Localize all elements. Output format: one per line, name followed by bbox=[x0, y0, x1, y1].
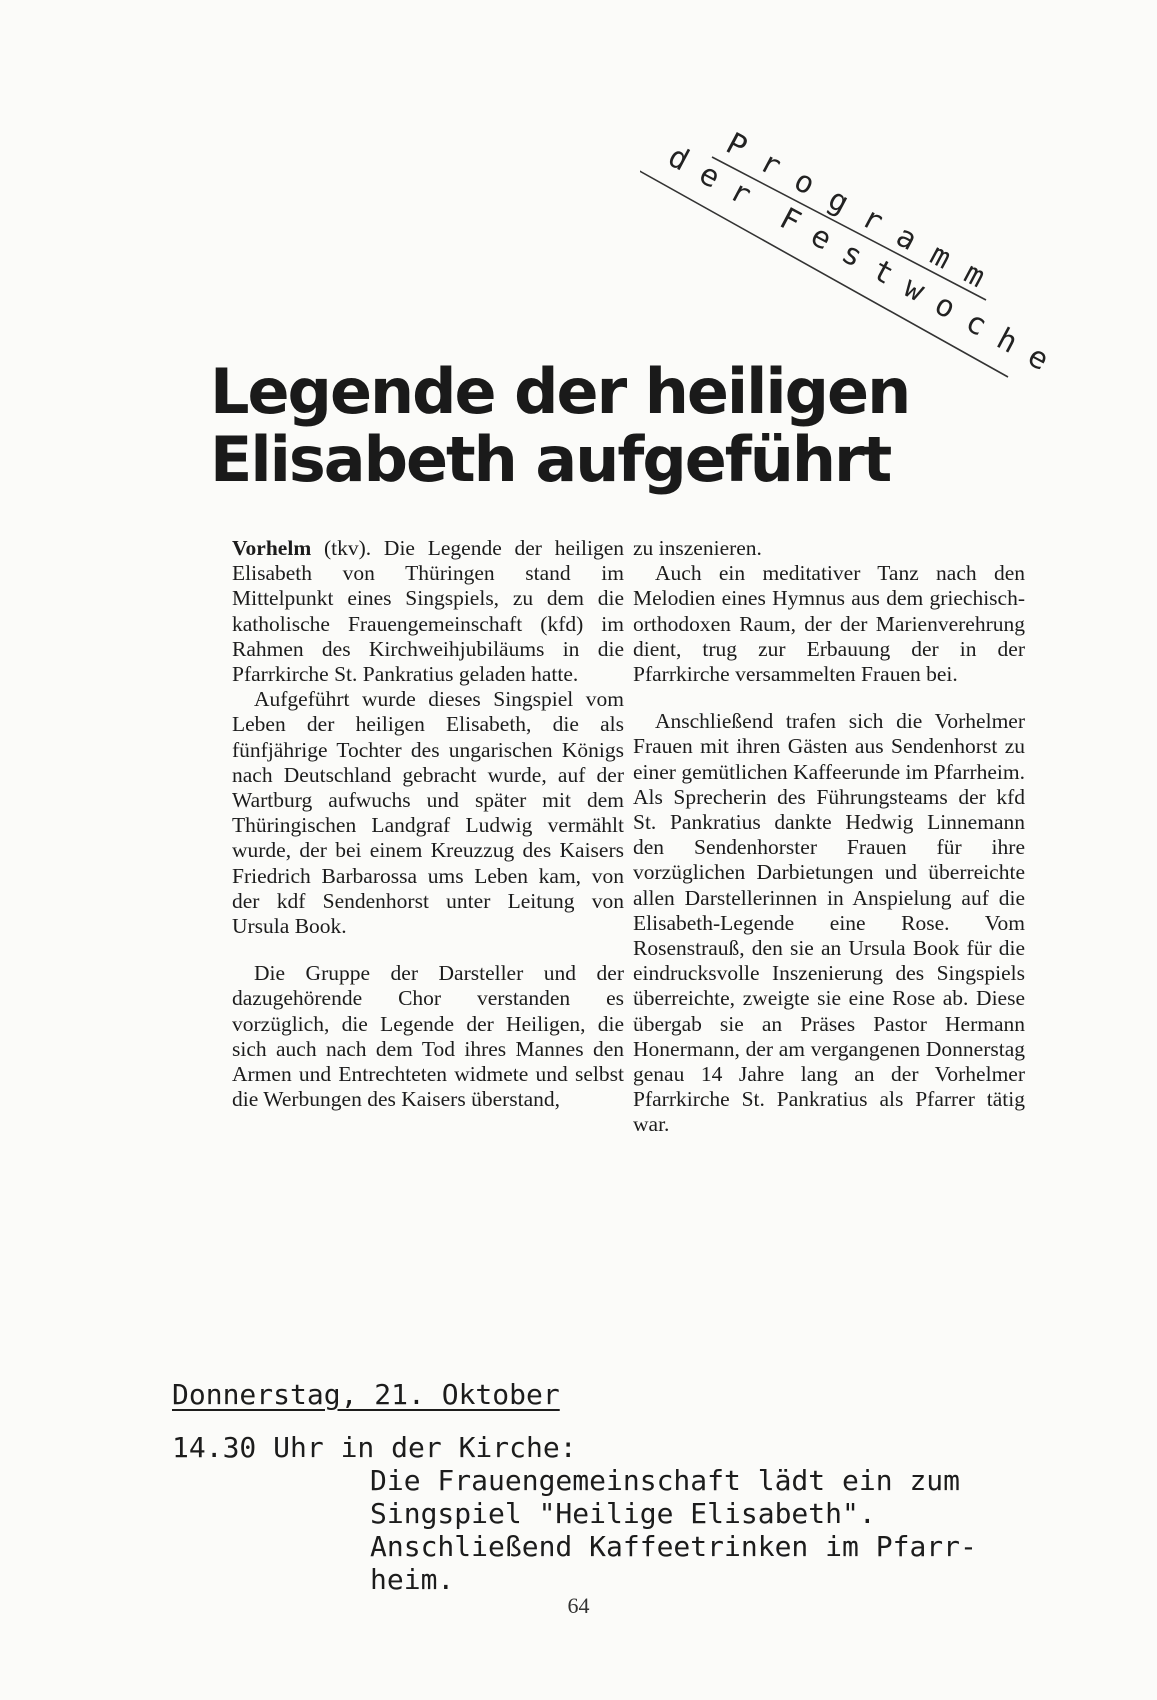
headline-line-1: Legende der heiligen bbox=[210, 355, 910, 428]
banner-letter: s bbox=[835, 235, 869, 275]
article-paragraph: Auch ein meditativer Tanz nach den Melodien eines Hymnus aus dem griechisch-orthodoxen Raum, der der Marienverehrung dient, trug zur Erbauung der in der Pfarrkirche versammelten Frauen bei. bbox=[633, 561, 1025, 687]
banner-letter: g bbox=[822, 181, 855, 222]
banner-letter: e bbox=[693, 156, 726, 196]
banner-letter: h bbox=[990, 321, 1024, 361]
article-paragraph: zu inszenieren. bbox=[633, 536, 762, 560]
banner-letter: e bbox=[804, 218, 838, 258]
banner-programm bbox=[720, 130, 990, 295]
banner-letter: m bbox=[958, 255, 991, 296]
program-line: Anschließend Kaffeetrinken im Pfarr- bbox=[370, 1530, 977, 1563]
banner-letter: w bbox=[897, 269, 931, 310]
article-column-right bbox=[633, 536, 1025, 1138]
banner-letter: t bbox=[866, 252, 900, 293]
article-paragraph: Die Gruppe der Darsteller und der dazugehörende Chor verstanden es vorzüglich, die Legende der Heiligen, die sich auch nach dem Tod ihres Mannes den Armen und Entrechteten widmete und selbst die Werbungen des Kaisers überstand, bbox=[232, 961, 624, 1112]
article-headline bbox=[210, 355, 910, 496]
banner-letter: d bbox=[662, 139, 695, 179]
program-entry bbox=[172, 1378, 1090, 1596]
banner-letter: F bbox=[773, 201, 807, 241]
headline-line-2: Elisabeth aufgeführt bbox=[210, 423, 891, 496]
banner-der-festwoche bbox=[662, 139, 1054, 378]
banner-letter: r bbox=[724, 173, 757, 213]
banner-letter: c bbox=[959, 304, 993, 344]
program-description bbox=[370, 1464, 1090, 1596]
program-time: 14.30 Uhr in der Kirche: bbox=[172, 1431, 577, 1464]
article-paragraph: Aufgeführt wurde dieses Singspiel vom Leben der heiligen Elisabeth, die als fünfjährige Tochter des ungarischen Königs nach Deutschland gebracht wurde, auf der Wartburg aufwuchs und später mit dem Thüringischen Landgraf Ludwig vermählt wurde, der bei einem Kreuzzug des Kaisers Friedrich Barbarossa ums Leben kam, von der kdf Sendenhorst unter Leitung von Ursula Book. bbox=[232, 687, 624, 939]
article-dateline: Vorhelm bbox=[232, 536, 312, 560]
banner-letter: o bbox=[788, 163, 821, 203]
banner-letter: o bbox=[928, 287, 962, 327]
article-paragraph: Anschließend trafen sich die Vorhelmer Frauen mit ihren Gästen aus Sendenhorst zu einer gemütlichen Kaffeerunde im Pfarrheim. Als Sprecherin des Führungsteams der kfd St. Pankratius dankte Hedwig Linnemann den Sendenhorster Frauen für ihre vorzüglichen Darbietungen und überreichte allen Darstellerinnen in Anspielung auf die Elisabeth-Legende eine Rose. Vom Rosenstrauß, den sie an Ursula Book für die eindrucksvolle Inszenierung des Singspiels überreichte, zweigte sie eine Rose ab. Diese übergab sie an Präses Pastor Hermann Honermann, der am vergangenen Donnerstag genau 14 Jahre lang an der Vorhelmer Pfarrkirche St. Pankratius als Pfarrer tätig war. bbox=[633, 709, 1025, 1137]
page-number: 64 bbox=[567, 1593, 590, 1618]
banner-letter: a bbox=[890, 218, 923, 259]
program-line: Die Frauengemeinschaft lädt ein zum bbox=[370, 1464, 961, 1497]
program-date: Donnerstag, 21. Oktober bbox=[172, 1378, 560, 1411]
banner-letter: m bbox=[924, 237, 957, 277]
program-line: Singspiel "Heilige Elisabeth". bbox=[370, 1497, 876, 1530]
banner-letter: P bbox=[720, 130, 753, 166]
banner-letter: e bbox=[1021, 338, 1055, 379]
banner-letter: r bbox=[856, 200, 889, 240]
banner-rule-top bbox=[712, 157, 986, 300]
banner-letter: r bbox=[754, 144, 787, 185]
article-column-left bbox=[232, 536, 624, 1112]
article-paragraph: Vorhelm (tkv). Die Legende der heiligen Elisabeth von Thüringen stand im Mittelpunkt eines Singspiels, zu dem die katholische Frauengemeinschaft (kfd) im Rahmen des Kirchweihjubiläums in die Pfarrkirche St. Pankratius geladen hatte. bbox=[232, 536, 624, 687]
program-line: heim. bbox=[370, 1563, 455, 1596]
